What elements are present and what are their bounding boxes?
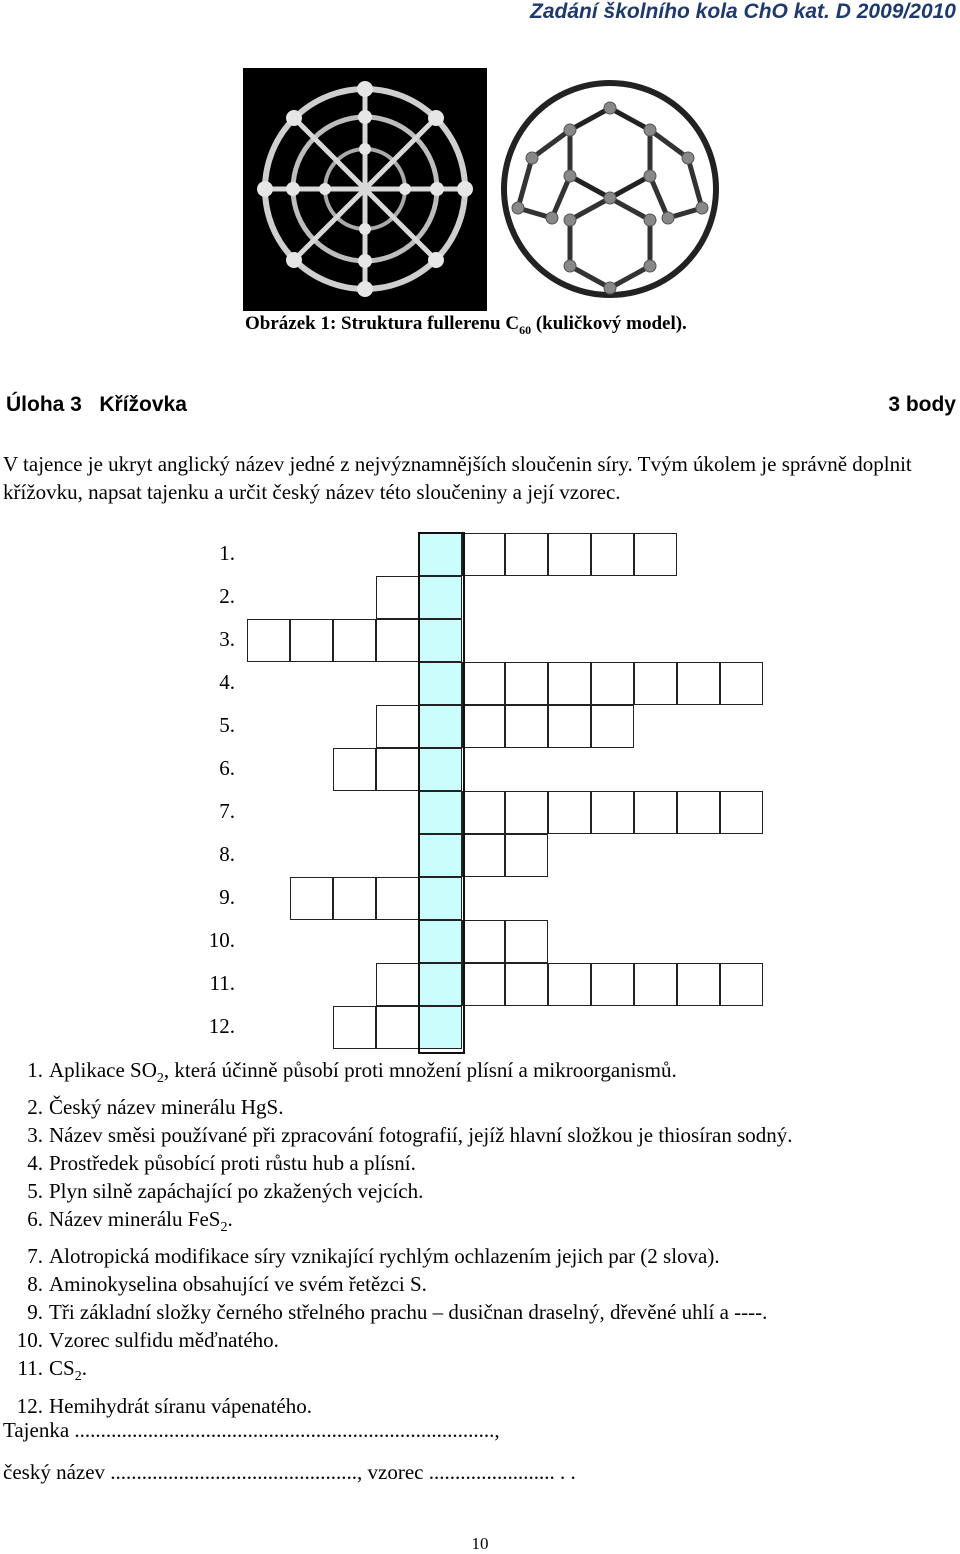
clue-number: 1. — [27, 1058, 43, 1082]
clue-item — [3, 1056, 953, 1093]
clue-item — [3, 1205, 953, 1242]
fullerene-wireframe-image — [490, 68, 730, 311]
row-number: 7. — [219, 799, 235, 823]
clue-text — [49, 1270, 427, 1298]
crossword-cell[interactable] — [634, 963, 677, 1006]
row-number: 5. — [219, 713, 235, 737]
crossword-cell[interactable] — [376, 748, 419, 791]
clue-number: 12. — [16, 1393, 43, 1418]
crossword-cell[interactable] — [247, 619, 290, 662]
clue-text-main: Aminokyselina obsahující ve svém řetězci S. — [49, 1272, 427, 1297]
clue-text-main: CS — [49, 1356, 75, 1381]
clue-subscript: 2 — [74, 1369, 82, 1385]
clue-text-main: Alotropická modifikace síry vznikající rychlým ochlazením jejich par (2 slova). — [49, 1244, 720, 1269]
row-number: 2. — [219, 584, 235, 608]
secret-cell[interactable] — [419, 619, 462, 662]
clue-subscript: 2 — [156, 1071, 164, 1087]
crossword-cell[interactable] — [591, 662, 634, 705]
row-number: 3. — [219, 627, 235, 651]
crossword-cell[interactable] — [634, 662, 677, 705]
crossword-cell[interactable] — [333, 877, 376, 920]
clue-text — [49, 1392, 312, 1420]
crossword-cell[interactable] — [548, 533, 591, 576]
clue-item — [3, 1177, 953, 1205]
row-number: 11. — [209, 971, 235, 995]
crossword-cell[interactable] — [462, 963, 505, 1006]
clue-text-end: , která účinně působí proti množení plísní a mikroorganismů. — [163, 1058, 677, 1082]
clue-text — [49, 1326, 279, 1354]
crossword-cell[interactable] — [677, 662, 720, 705]
crossword-cell[interactable] — [462, 662, 505, 705]
crossword-cell[interactable] — [333, 619, 376, 662]
clue-item — [3, 1392, 953, 1420]
clue-text-main: Plyn silně zapáchající po zkažených vejcích. — [49, 1179, 424, 1204]
crossword-cell[interactable] — [591, 533, 634, 576]
clue-text — [49, 1056, 677, 1093]
crossword-cell[interactable] — [548, 705, 591, 748]
secret-cell[interactable] — [419, 877, 462, 920]
clue-item — [3, 1270, 953, 1298]
clue-number: 4. — [27, 1151, 43, 1176]
crossword-cell[interactable] — [505, 920, 548, 963]
row-number: 8. — [219, 842, 235, 866]
crossword-cell[interactable] — [462, 920, 505, 963]
row-number: 12. — [208, 1014, 235, 1038]
crossword-cell[interactable] — [376, 576, 419, 619]
clue-number: 9. — [27, 1300, 43, 1325]
figure-caption — [245, 313, 687, 338]
clue-text-main: Vzorec sulfidu měďnatého. — [49, 1328, 279, 1353]
crossword-cell[interactable] — [505, 662, 548, 705]
crossword-cell[interactable] — [591, 791, 634, 834]
secret-cell[interactable] — [419, 748, 462, 791]
clue-text-main: Aplikace SO — [49, 1058, 157, 1082]
secret-cell[interactable] — [419, 920, 462, 963]
crossword-cell[interactable] — [505, 963, 548, 1006]
clue-number: 8. — [27, 1272, 43, 1297]
clue-number: 5. — [27, 1179, 43, 1204]
clue-item — [3, 1093, 953, 1121]
crossword-cell[interactable] — [505, 791, 548, 834]
clue-text-main: Hemihydrát síranu vápenatého. — [49, 1393, 312, 1418]
caption-subscript: 60 — [519, 322, 532, 337]
secret-cell[interactable] — [419, 576, 462, 619]
row-number: 6. — [219, 756, 235, 780]
clue-item — [3, 1354, 953, 1391]
clue-text — [49, 1121, 793, 1149]
crossword-cell[interactable] — [591, 963, 634, 1006]
clue-text — [49, 1354, 87, 1391]
secret-cell[interactable] — [419, 705, 462, 748]
row-number: 9. — [219, 885, 235, 909]
clue-text-main: Název směsi používané při zpracování fotografií, jejíž hlavní složkou je thiosíran sodný. — [49, 1123, 793, 1148]
clue-text-main: Český název minerálu HgS. — [49, 1095, 284, 1120]
clue-list — [3, 1056, 953, 1420]
crossword-cell[interactable] — [376, 1006, 419, 1049]
caption-text-end: (kuličkový model). — [531, 313, 687, 334]
secret-cell[interactable] — [419, 662, 462, 705]
crossword-cell[interactable] — [720, 791, 763, 834]
clue-number: 2. — [27, 1095, 43, 1120]
secret-cell[interactable] — [419, 963, 462, 1006]
crossword-cell[interactable] — [462, 705, 505, 748]
crossword-cell[interactable] — [505, 834, 548, 877]
crossword-cell[interactable] — [376, 877, 419, 920]
task-intro: V tajence je ukryt anglický název jedné z nejvýznamnějších sloučenin síry. Tvým úkolem je správně doplnit křížovku, napsat tajenku a určit český název této sloučeniny a její vzorec. — [3, 452, 912, 504]
clue-text — [49, 1093, 283, 1121]
row-number: 4. — [219, 670, 235, 694]
crossword-cell[interactable] — [720, 963, 763, 1006]
clue-number: 6. — [27, 1207, 43, 1232]
crossword-cell[interactable] — [290, 619, 333, 662]
clue-text — [49, 1177, 423, 1205]
fullerene-black-model-icon — [490, 68, 730, 311]
clue-number: 7. — [27, 1244, 43, 1269]
page-number: 10 — [471, 1534, 489, 1553]
clue-text-end: . — [81, 1356, 87, 1381]
crossword-cell[interactable] — [290, 877, 333, 920]
crossword-cell[interactable] — [333, 748, 376, 791]
fullerene-white-model-icon — [243, 68, 487, 311]
clue-number: 10. — [16, 1328, 43, 1353]
clue-text — [49, 1298, 767, 1326]
crossword-cell[interactable] — [548, 963, 591, 1006]
clue-text — [49, 1205, 233, 1242]
crossword-cell[interactable] — [462, 791, 505, 834]
crossword-cell[interactable] — [634, 533, 677, 576]
crossword-cell[interactable] — [333, 1006, 376, 1049]
crossword-cell[interactable] — [591, 705, 634, 748]
fullerene-ball-stick-image — [243, 68, 487, 311]
crossword-cell[interactable] — [376, 619, 419, 662]
clue-text-main: Prostředek působící proti růstu hub a plísní. — [49, 1151, 416, 1176]
clue-number: 3. — [27, 1123, 43, 1148]
task-points: 3 body — [888, 393, 956, 416]
crossword-cell[interactable] — [677, 791, 720, 834]
secret-cell[interactable] — [419, 533, 462, 576]
crossword-cell[interactable] — [548, 662, 591, 705]
secret-cell[interactable] — [419, 791, 462, 834]
clue-text — [49, 1149, 416, 1177]
crossword-cell[interactable] — [462, 834, 505, 877]
crossword-cell[interactable] — [634, 791, 677, 834]
crossword-cell[interactable] — [720, 662, 763, 705]
task-title: Úloha 3 Křížovka — [6, 393, 187, 416]
clue-item — [3, 1149, 953, 1177]
clue-text — [49, 1242, 720, 1270]
clue-subscript: 2 — [220, 1220, 228, 1236]
czech-name-line[interactable]: český název ..............................................., vzorec ........................ . . — [3, 1460, 576, 1484]
clue-text-end: . — [227, 1207, 233, 1232]
clue-item — [3, 1298, 953, 1326]
clue-number: 11. — [17, 1356, 43, 1381]
crossword-cell[interactable] — [462, 533, 505, 576]
caption-text: Obrázek 1: Struktura fullerenu C — [245, 313, 520, 334]
clue-item — [3, 1121, 953, 1149]
crossword-cell[interactable] — [376, 705, 419, 748]
secret-cell[interactable] — [419, 1006, 462, 1049]
crossword-cell[interactable] — [548, 791, 591, 834]
row-number: 1. — [219, 541, 235, 565]
crossword-cell[interactable] — [505, 705, 548, 748]
tajenka-line[interactable]: Tajenka ................................................................................, — [3, 1418, 500, 1442]
crossword-cell[interactable] — [376, 963, 419, 1006]
row-number: 10. — [208, 928, 235, 952]
clue-text-main: Název minerálu FeS — [49, 1207, 221, 1232]
document-header: Zadání školního kola ChO kat. D 2009/2010 — [530, 0, 956, 23]
clue-item — [3, 1326, 953, 1354]
crossword-cell[interactable] — [677, 963, 720, 1006]
crossword-cell[interactable] — [505, 533, 548, 576]
clue-text-main: Tři základní složky černého střelného prachu – dusičnan draselný, dřevěné uhlí a ----. — [49, 1300, 768, 1325]
secret-cell[interactable] — [419, 834, 462, 877]
clue-item — [3, 1242, 953, 1270]
